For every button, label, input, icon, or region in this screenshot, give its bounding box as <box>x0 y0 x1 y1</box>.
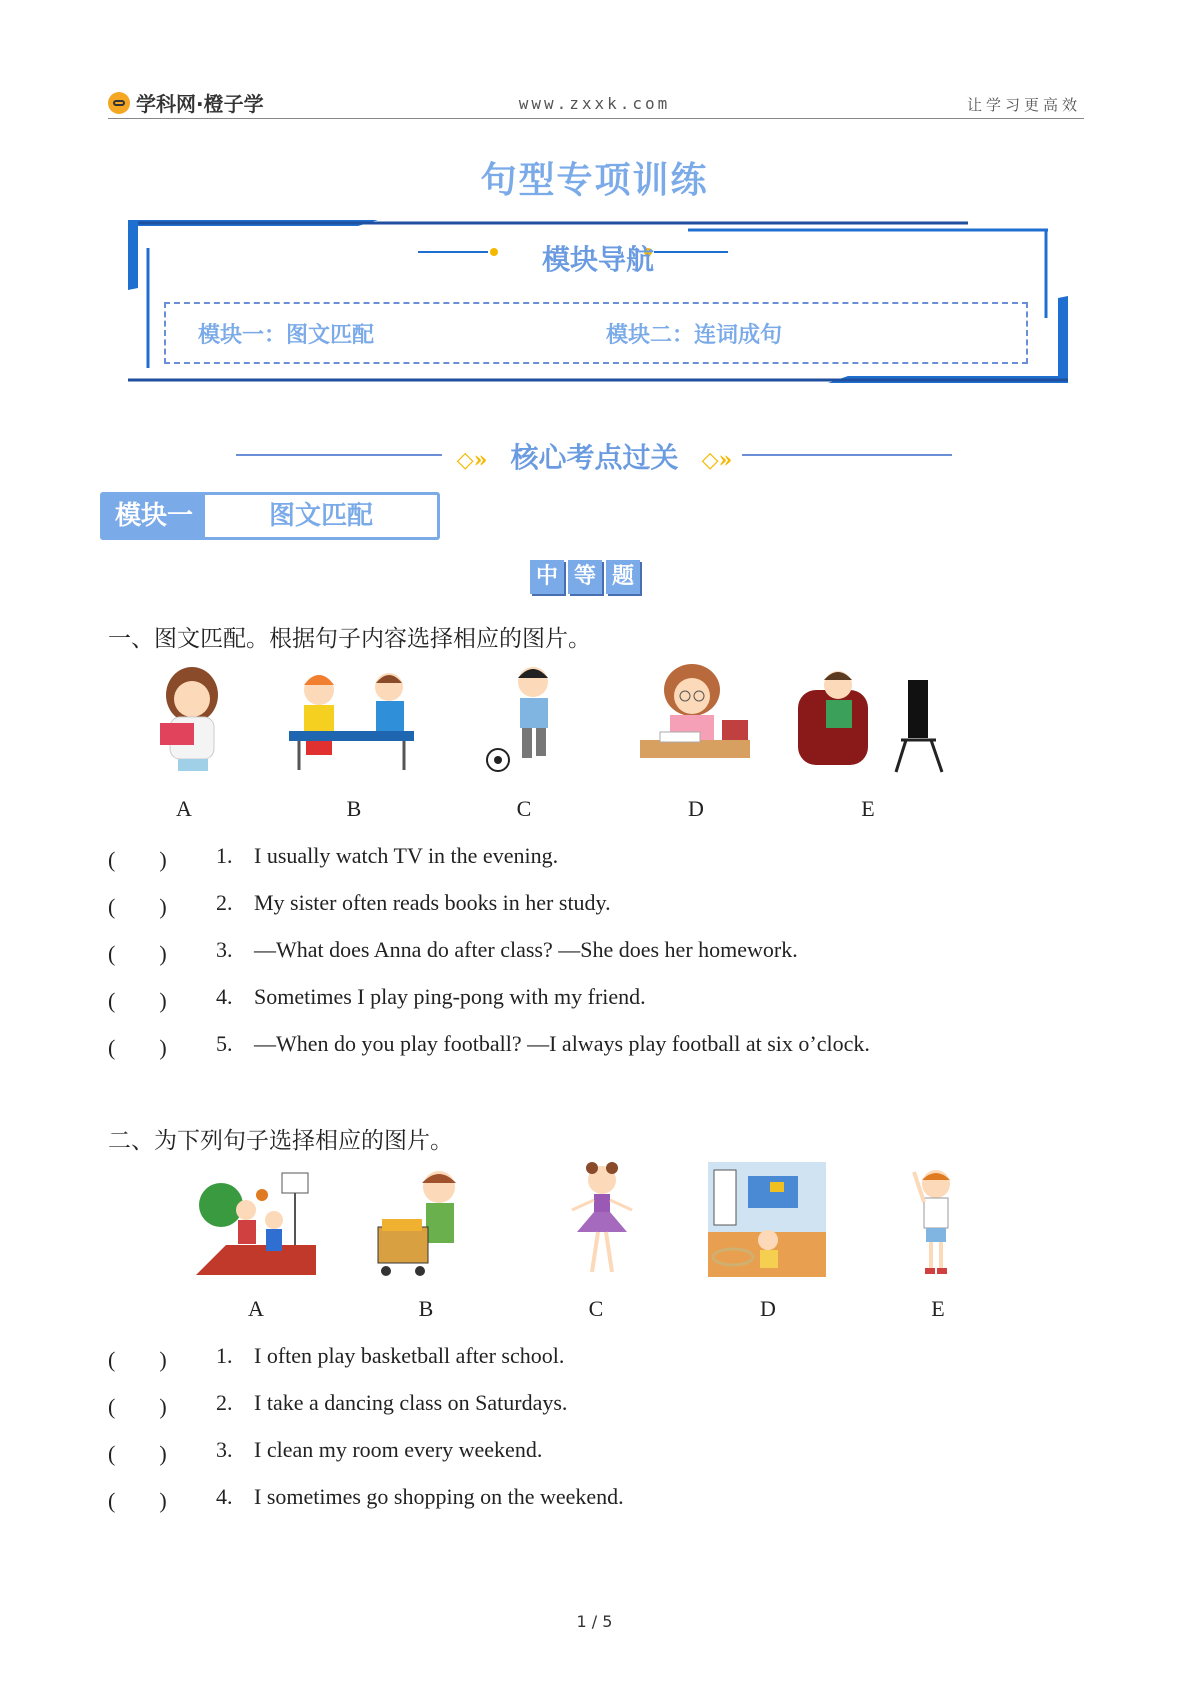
question-number: 4. <box>216 1484 233 1509</box>
page-title: 句型专项训练 <box>480 160 709 201</box>
question-item <box>108 984 646 1015</box>
answer-blank[interactable]: ( ) <box>108 1488 167 1513</box>
site-slogan: 让学习更高效 <box>966 96 1081 114</box>
question-item <box>108 1484 624 1515</box>
question-item <box>108 843 558 874</box>
question-text: I usually watch TV in the evening. <box>254 843 559 868</box>
question-number: 2. <box>216 890 233 915</box>
core-heading <box>0 436 1189 476</box>
ping-pong-icon <box>284 665 424 775</box>
question-number: 3. <box>216 937 233 962</box>
diamond-icon: ◇» <box>701 447 733 473</box>
logo-text: 学科网·橙子学 <box>136 92 264 116</box>
question-item <box>108 1437 542 1468</box>
answer-blank[interactable]: ( ) <box>108 941 167 966</box>
answer-blank[interactable]: ( ) <box>108 1441 167 1466</box>
answer-blank[interactable]: ( ) <box>108 1035 167 1060</box>
question-item <box>108 1390 567 1421</box>
answer-blank[interactable]: ( ) <box>108 1394 167 1419</box>
page-number: 1 / 5 <box>576 1612 613 1631</box>
answer-blank[interactable]: ( ) <box>108 894 167 919</box>
question-number: 2. <box>216 1390 233 1415</box>
question-number: 3. <box>216 1437 233 1462</box>
question-text: I sometimes go shopping on the weekend. <box>254 1484 624 1509</box>
picture-label: C <box>516 796 532 821</box>
core-heading-text: 核心考点过关 <box>510 441 679 474</box>
question-text: —When do you play football? —I always play football at six o’clock. <box>254 1031 870 1056</box>
site-url: www.zxxk.com <box>518 94 671 113</box>
question-item <box>108 890 611 921</box>
module1-tag <box>100 492 440 540</box>
question-item <box>108 1343 564 1374</box>
module1-label: 模块一 <box>103 495 205 537</box>
nav-item-module2[interactable]: 模块二：连词成句 <box>606 323 783 348</box>
question-text: I take a dancing class on Saturdays. <box>254 1390 568 1415</box>
picture-label: B <box>418 1296 434 1321</box>
diamond-icon: ◇» <box>456 447 488 473</box>
picture-label: E <box>861 796 875 821</box>
question-text: My sister often reads books in her study. <box>254 890 611 915</box>
shopping-cart-girl-icon <box>374 1165 484 1275</box>
basketball-icon <box>196 1165 316 1275</box>
football-boy-icon <box>478 660 578 770</box>
question-text: —What does Anna do after class? —She does her homework. <box>254 937 798 962</box>
picture-label: B <box>346 796 362 821</box>
question-number: 5. <box>216 1031 233 1056</box>
boy-stretching-icon <box>906 1162 966 1272</box>
nav-item-module1[interactable]: 模块一：图文匹配 <box>198 323 375 348</box>
cleaning-room-icon <box>708 1162 826 1272</box>
question-number: 4. <box>216 984 233 1009</box>
difficulty-char: 等 <box>568 560 602 594</box>
answer-blank[interactable]: ( ) <box>108 847 167 872</box>
girl-reading-icon <box>140 665 240 775</box>
picture-label: A <box>176 796 192 821</box>
header-divider <box>108 118 1084 119</box>
question-item <box>108 937 798 968</box>
module-navigation <box>128 218 1068 388</box>
picture-label: A <box>248 1296 264 1321</box>
question-number: 1. <box>216 1343 233 1368</box>
module1-name: 图文匹配 <box>268 501 373 531</box>
question-item <box>108 1031 870 1062</box>
difficulty-badge <box>530 560 640 594</box>
nav-title: 模块导航 <box>541 243 654 276</box>
watching-tv-icon <box>796 660 946 770</box>
picture-label: C <box>588 1296 604 1321</box>
difficulty-char: 中 <box>530 560 564 594</box>
question-text: I often play basketball after school. <box>254 1343 565 1368</box>
answer-blank[interactable]: ( ) <box>108 988 167 1013</box>
section2-title: 二、为下列句子选择相应的图片。 <box>108 1128 453 1154</box>
ballet-dancer-icon <box>562 1160 642 1270</box>
answer-blank[interactable]: ( ) <box>108 1347 167 1372</box>
question-text: Sometimes I play ping-pong with my friend. <box>254 984 646 1009</box>
picture-label: D <box>760 1296 776 1321</box>
question-text: I clean my room every weekend. <box>254 1437 543 1462</box>
picture-label: D <box>688 796 704 821</box>
question-number: 1. <box>216 843 233 868</box>
girl-homework-icon <box>640 660 755 770</box>
difficulty-char: 题 <box>606 560 640 594</box>
picture-label: E <box>931 1296 945 1321</box>
section1-title: 一、图文匹配。根据句子内容选择相应的图片。 <box>108 626 591 652</box>
